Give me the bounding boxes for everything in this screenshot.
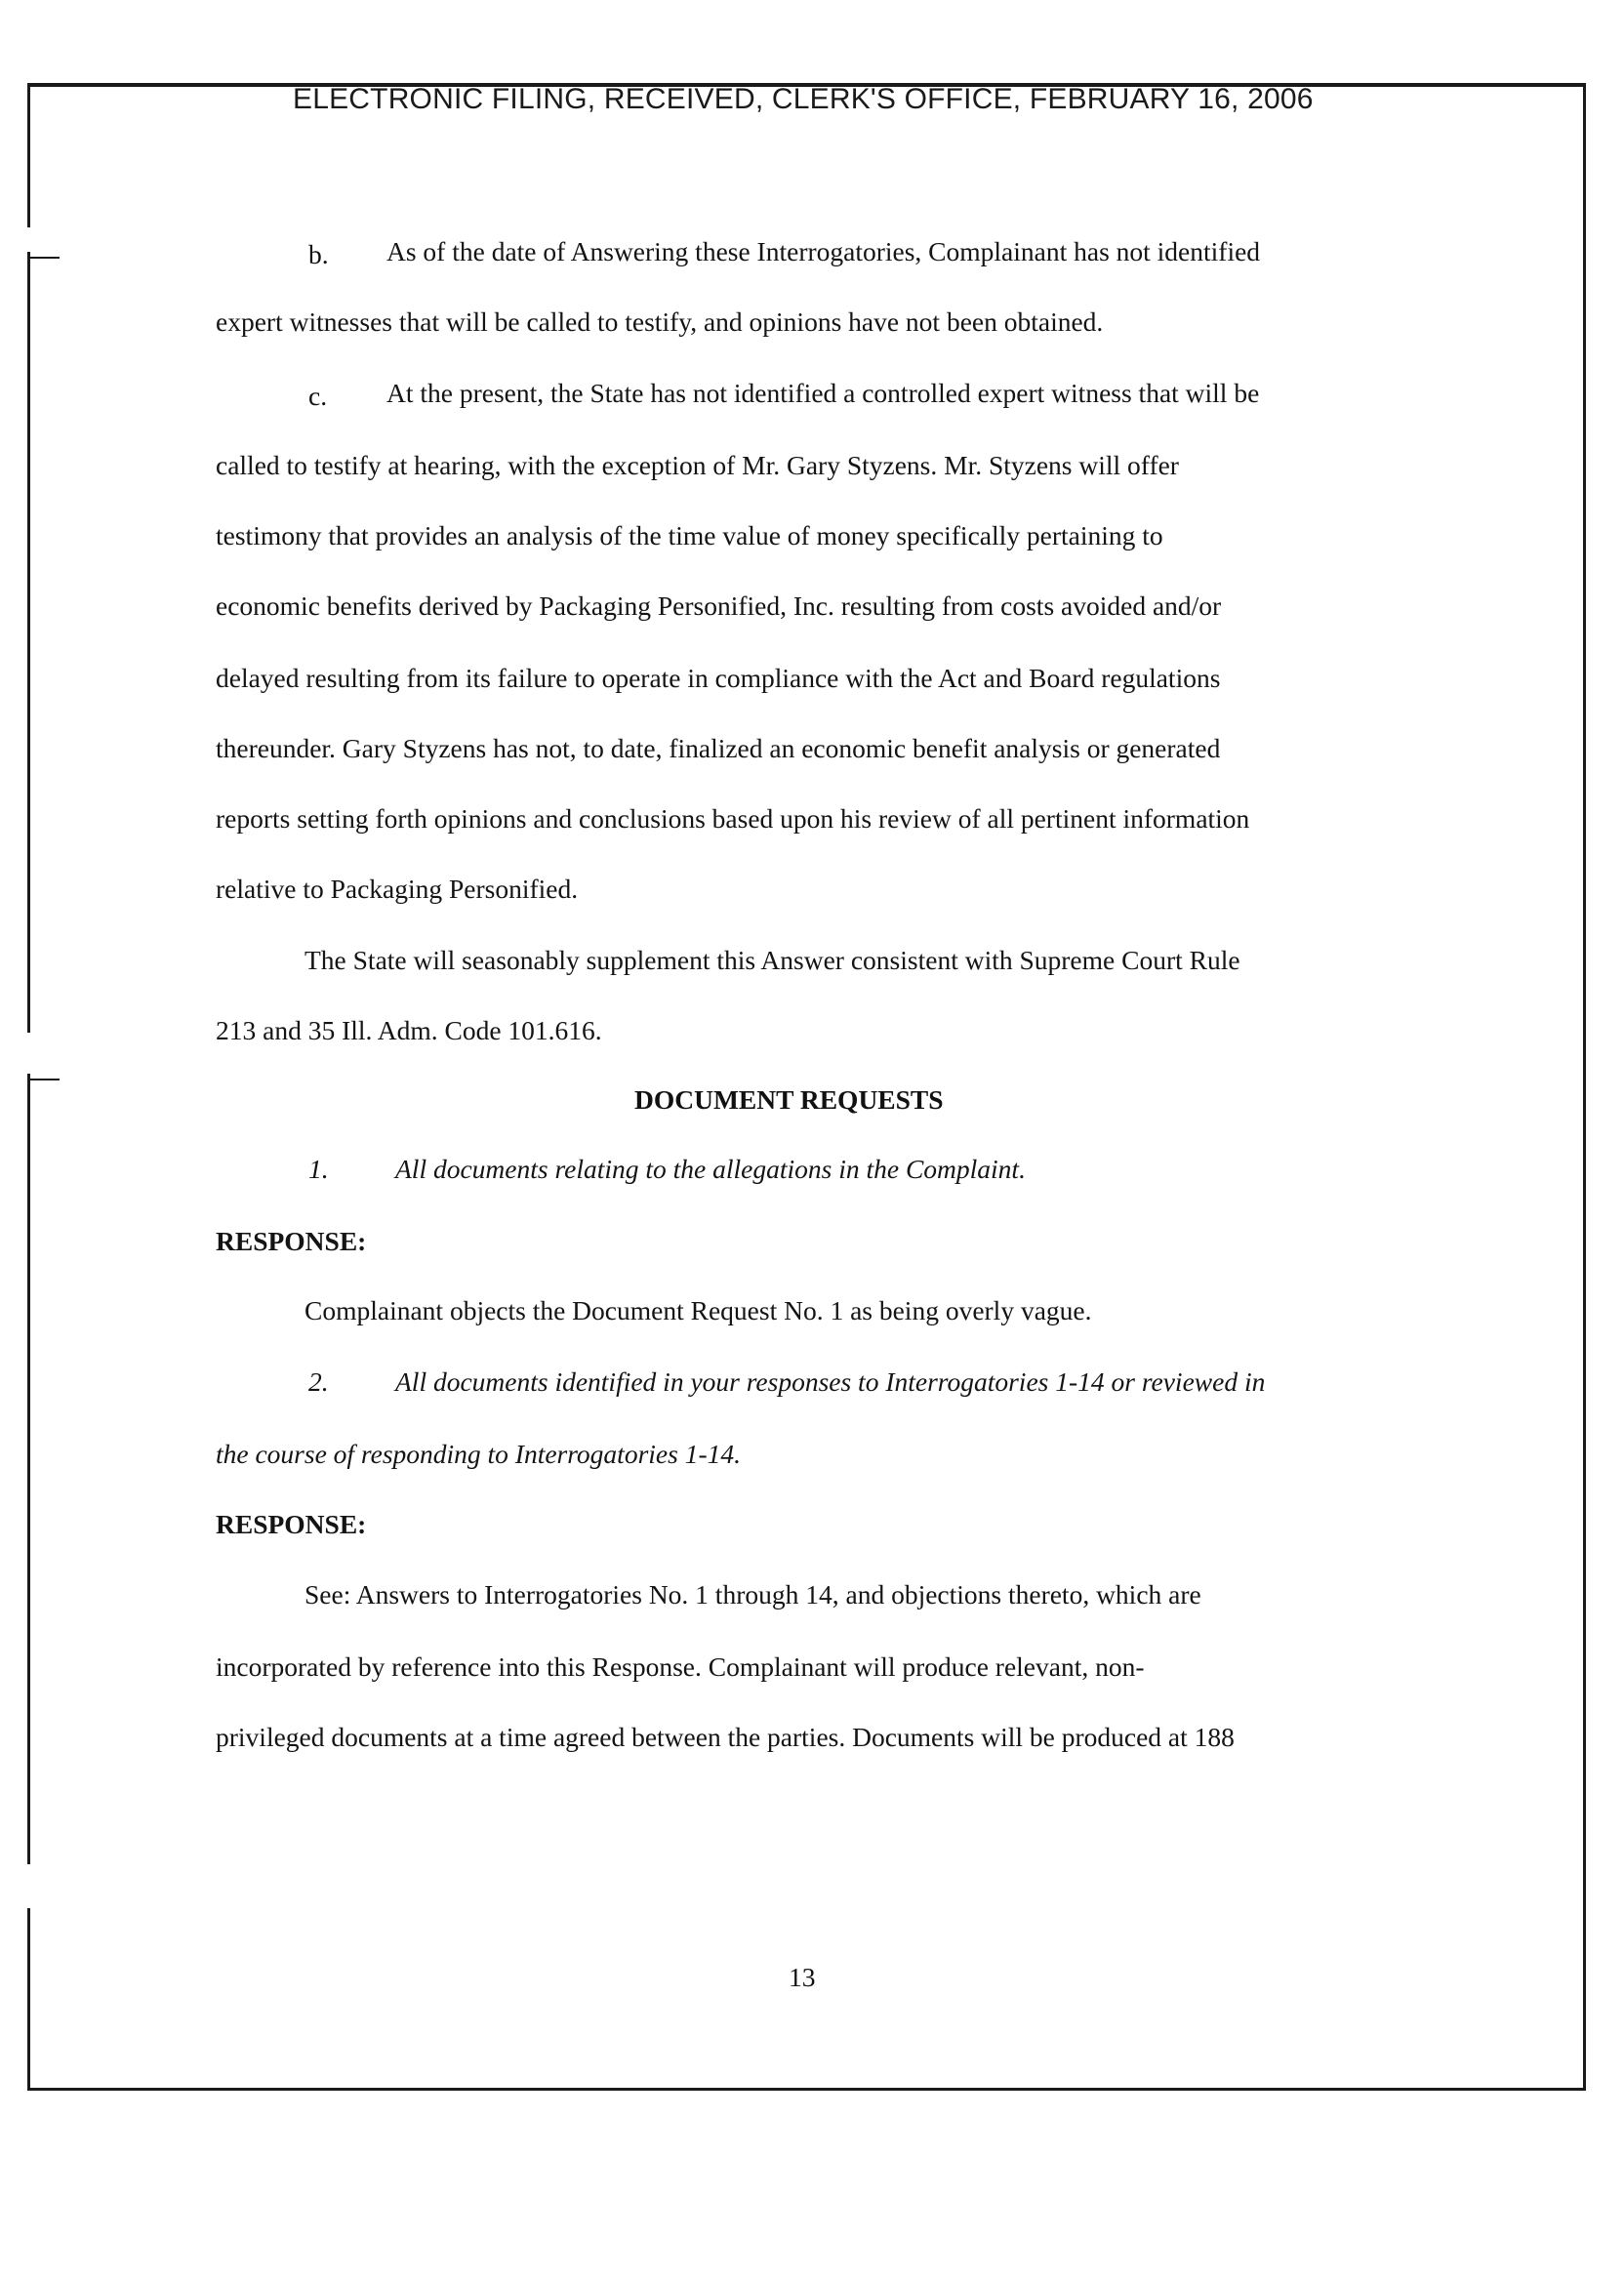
page-border-left <box>27 1908 30 2091</box>
item-c-line: called to testify at hearing, with the exception of Mr. Gary Styzens. Mr. Styzens will offer <box>216 450 1179 480</box>
supplement-line: The State will seasonably supplement this Answer consistent with Supreme Court Rule <box>304 945 1240 975</box>
border-tick <box>30 257 60 259</box>
item-c-line: At the present, the State has not identified a controlled expert witness that will be <box>386 378 1260 408</box>
item-c-line: relative to Packaging Personified. <box>216 874 579 904</box>
response-2-text: incorporated by reference into this Response. Complainant will produce relevant, non- <box>216 1651 1145 1682</box>
border-tick <box>30 1079 60 1080</box>
request-2-text: All documents identified in your responses to Interrogatories 1-14 or reviewed in <box>395 1366 1266 1397</box>
request-1-text: All documents relating to the allegations in the Complaint. <box>395 1154 1026 1184</box>
item-b-line: expert witnesses that will be called to testify, and opinions have not been obtained. <box>216 306 1104 337</box>
supplement-line: 213 and 35 Ill. Adm. Code 101.616. <box>216 1015 602 1045</box>
request-2-number: 2. <box>308 1366 329 1397</box>
section-heading: DOCUMENT REQUESTS <box>634 1084 944 1115</box>
request-2-text: the course of responding to Interrogatories 1-14. <box>216 1439 741 1469</box>
page-number: 13 <box>789 1962 816 1992</box>
item-c-line: reports setting forth opinions and conclusions based upon his review of all pertinent information <box>216 803 1250 834</box>
page-border-bottom <box>27 2088 1585 2091</box>
page-border-right <box>1583 83 1586 2091</box>
page-border-left <box>27 252 30 1033</box>
filing-stamp-header: ELECTRONIC FILING, RECEIVED, CLERK'S OFFICE, FEBRUARY 16, 2006 <box>293 83 1314 115</box>
page-border-left <box>27 83 30 227</box>
response-1-text: Complainant objects the Document Request No. 1 as being overly vague. <box>304 1295 1092 1325</box>
response-2-text: privileged documents at a time agreed between the parties. Documents will be produced at 188 <box>216 1722 1235 1752</box>
item-c-label: c. <box>308 381 328 411</box>
item-c-line: delayed resulting from its failure to operate in compliance with the Act and Board regulations <box>216 663 1221 693</box>
item-c-line: testimony that provides an analysis of the time value of money specifically pertaining to <box>216 520 1163 550</box>
page-border-left <box>27 1074 30 1864</box>
response-1-label: RESPONSE: <box>216 1226 367 1256</box>
item-c-line: economic benefits derived by Packaging Personified, Inc. resulting from costs avoided and/or <box>216 591 1222 621</box>
item-b-label: b. <box>308 239 329 269</box>
response-2-text: See: Answers to Interrogatories No. 1 through 14, and objections thereto, which are <box>304 1579 1201 1610</box>
response-2-label: RESPONSE: <box>216 1509 367 1539</box>
item-b-line: As of the date of Answering these Interrogatories, Complainant has not identified <box>386 236 1261 266</box>
item-c-line: thereunder. Gary Styzens has not, to date, finalized an economic benefit analysis or generated <box>216 733 1221 763</box>
request-1-number: 1. <box>308 1154 329 1184</box>
